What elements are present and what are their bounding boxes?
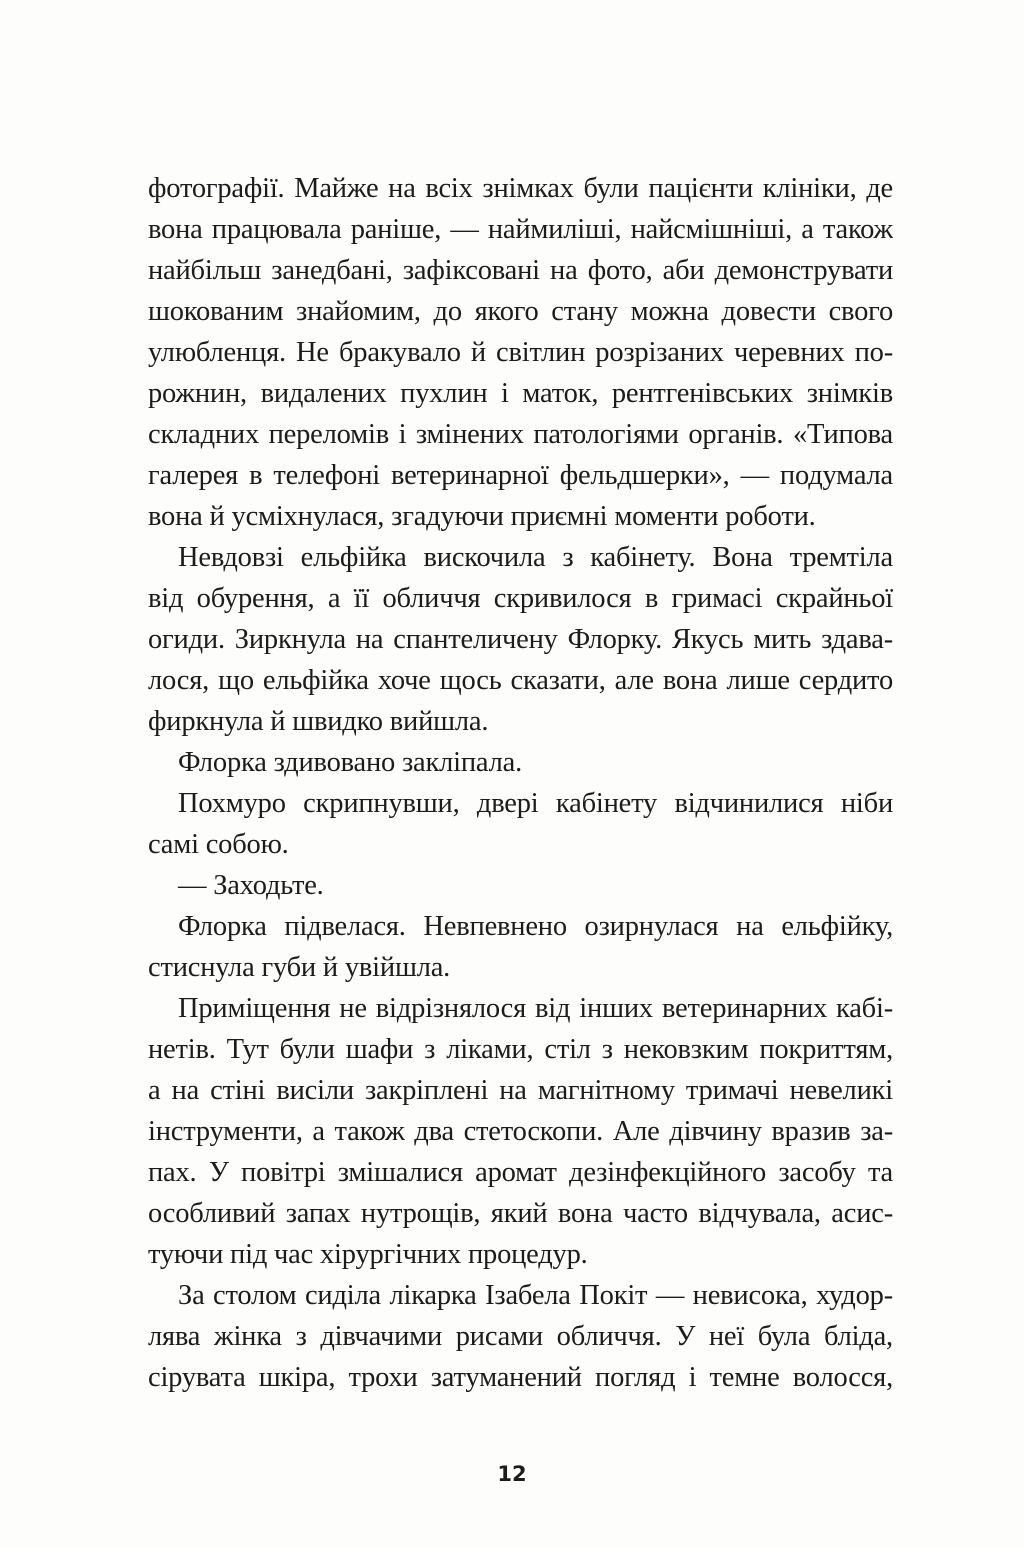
text-line: шокованим знайомим, до якого стану можна довести свого	[148, 296, 893, 327]
text-line: Приміщення не відрізнялося від інших ветеринарних кабі-	[178, 993, 893, 1024]
text-line: За столом сиділа лікарка Ізабела Покіт — невисока, худор-	[178, 1280, 893, 1311]
text-line: інструменти, а також два стетоскопи. Але дівчину вразив за-	[148, 1116, 893, 1147]
text-line: галерея в телефоні ветеринарної фельдшерки», — подумала	[148, 460, 893, 491]
text-line: улюбленця. Не бракувало й світлин розрізаних черевних по-	[148, 337, 893, 368]
text-line: складних переломів і змінених патологіями органів. «Типова	[148, 419, 893, 450]
text-line: рожнин, видалених пухлин і маток, рентгенівських знімків	[148, 378, 893, 409]
text-line: фиркнула й швидко вийшла.	[148, 706, 489, 737]
text-line: а на стіні висіли закріплені на магнітному тримачі невеликі	[148, 1075, 893, 1106]
text-line: самі собою.	[148, 829, 289, 860]
body-text	[148, 168, 893, 1398]
page-number: 12	[497, 1462, 527, 1486]
text-line: — Заходьте.	[178, 870, 324, 901]
text-line: фотографії. Майже на всіх знімках були пацієнти клініки, де	[148, 173, 893, 204]
text-line: Невдовзі ельфійка вискочила з кабінету. Вона тремтіла	[178, 542, 893, 573]
text-line: Похмуро скрипнувши, двері кабінету відчинилися ніби	[178, 788, 893, 819]
text-line: Флорка підвелася. Невпевнено озирнулася на ельфійку,	[178, 911, 893, 942]
text-line: вона працювала раніше, — наймиліші, найсмішніші, а також	[148, 214, 893, 245]
text-line: Флорка здивовано закліпала.	[178, 747, 523, 778]
text-line: вона й усміхнулася, згадуючи приємні моменти роботи.	[148, 501, 816, 532]
text-line: лося, що ельфійка хоче щось сказати, але вона лише сердито	[148, 665, 893, 696]
text-line: лява жінка з дівчачими рисами обличчя. У неї була бліда,	[148, 1321, 893, 1352]
text-line: огиди. Зиркнула на спантеличену Флорку. Якусь мить здава-	[148, 624, 893, 655]
text-line: сірувата шкіра, трохи затуманений погляд і темне волосся,	[148, 1362, 893, 1393]
text-line: від обурення, а її обличчя скривилося в гримасі скрайньої	[148, 583, 893, 614]
text-line: стиснула губи й увійшла.	[148, 952, 451, 983]
text-line: туючи під час хірургічних процедур.	[148, 1239, 588, 1270]
text-line: особливий запах нутрощів, який вона часто відчувала, асис-	[148, 1198, 893, 1229]
text-line: нетів. Тут були шафи з ліками, стіл з нековзким покриттям,	[148, 1034, 893, 1065]
text-line: пах. У повітрі змішалися аромат дезінфекційного засобу та	[148, 1157, 893, 1188]
text-line: найбільш занедбані, зафіксовані на фото, аби демонструвати	[148, 255, 893, 286]
